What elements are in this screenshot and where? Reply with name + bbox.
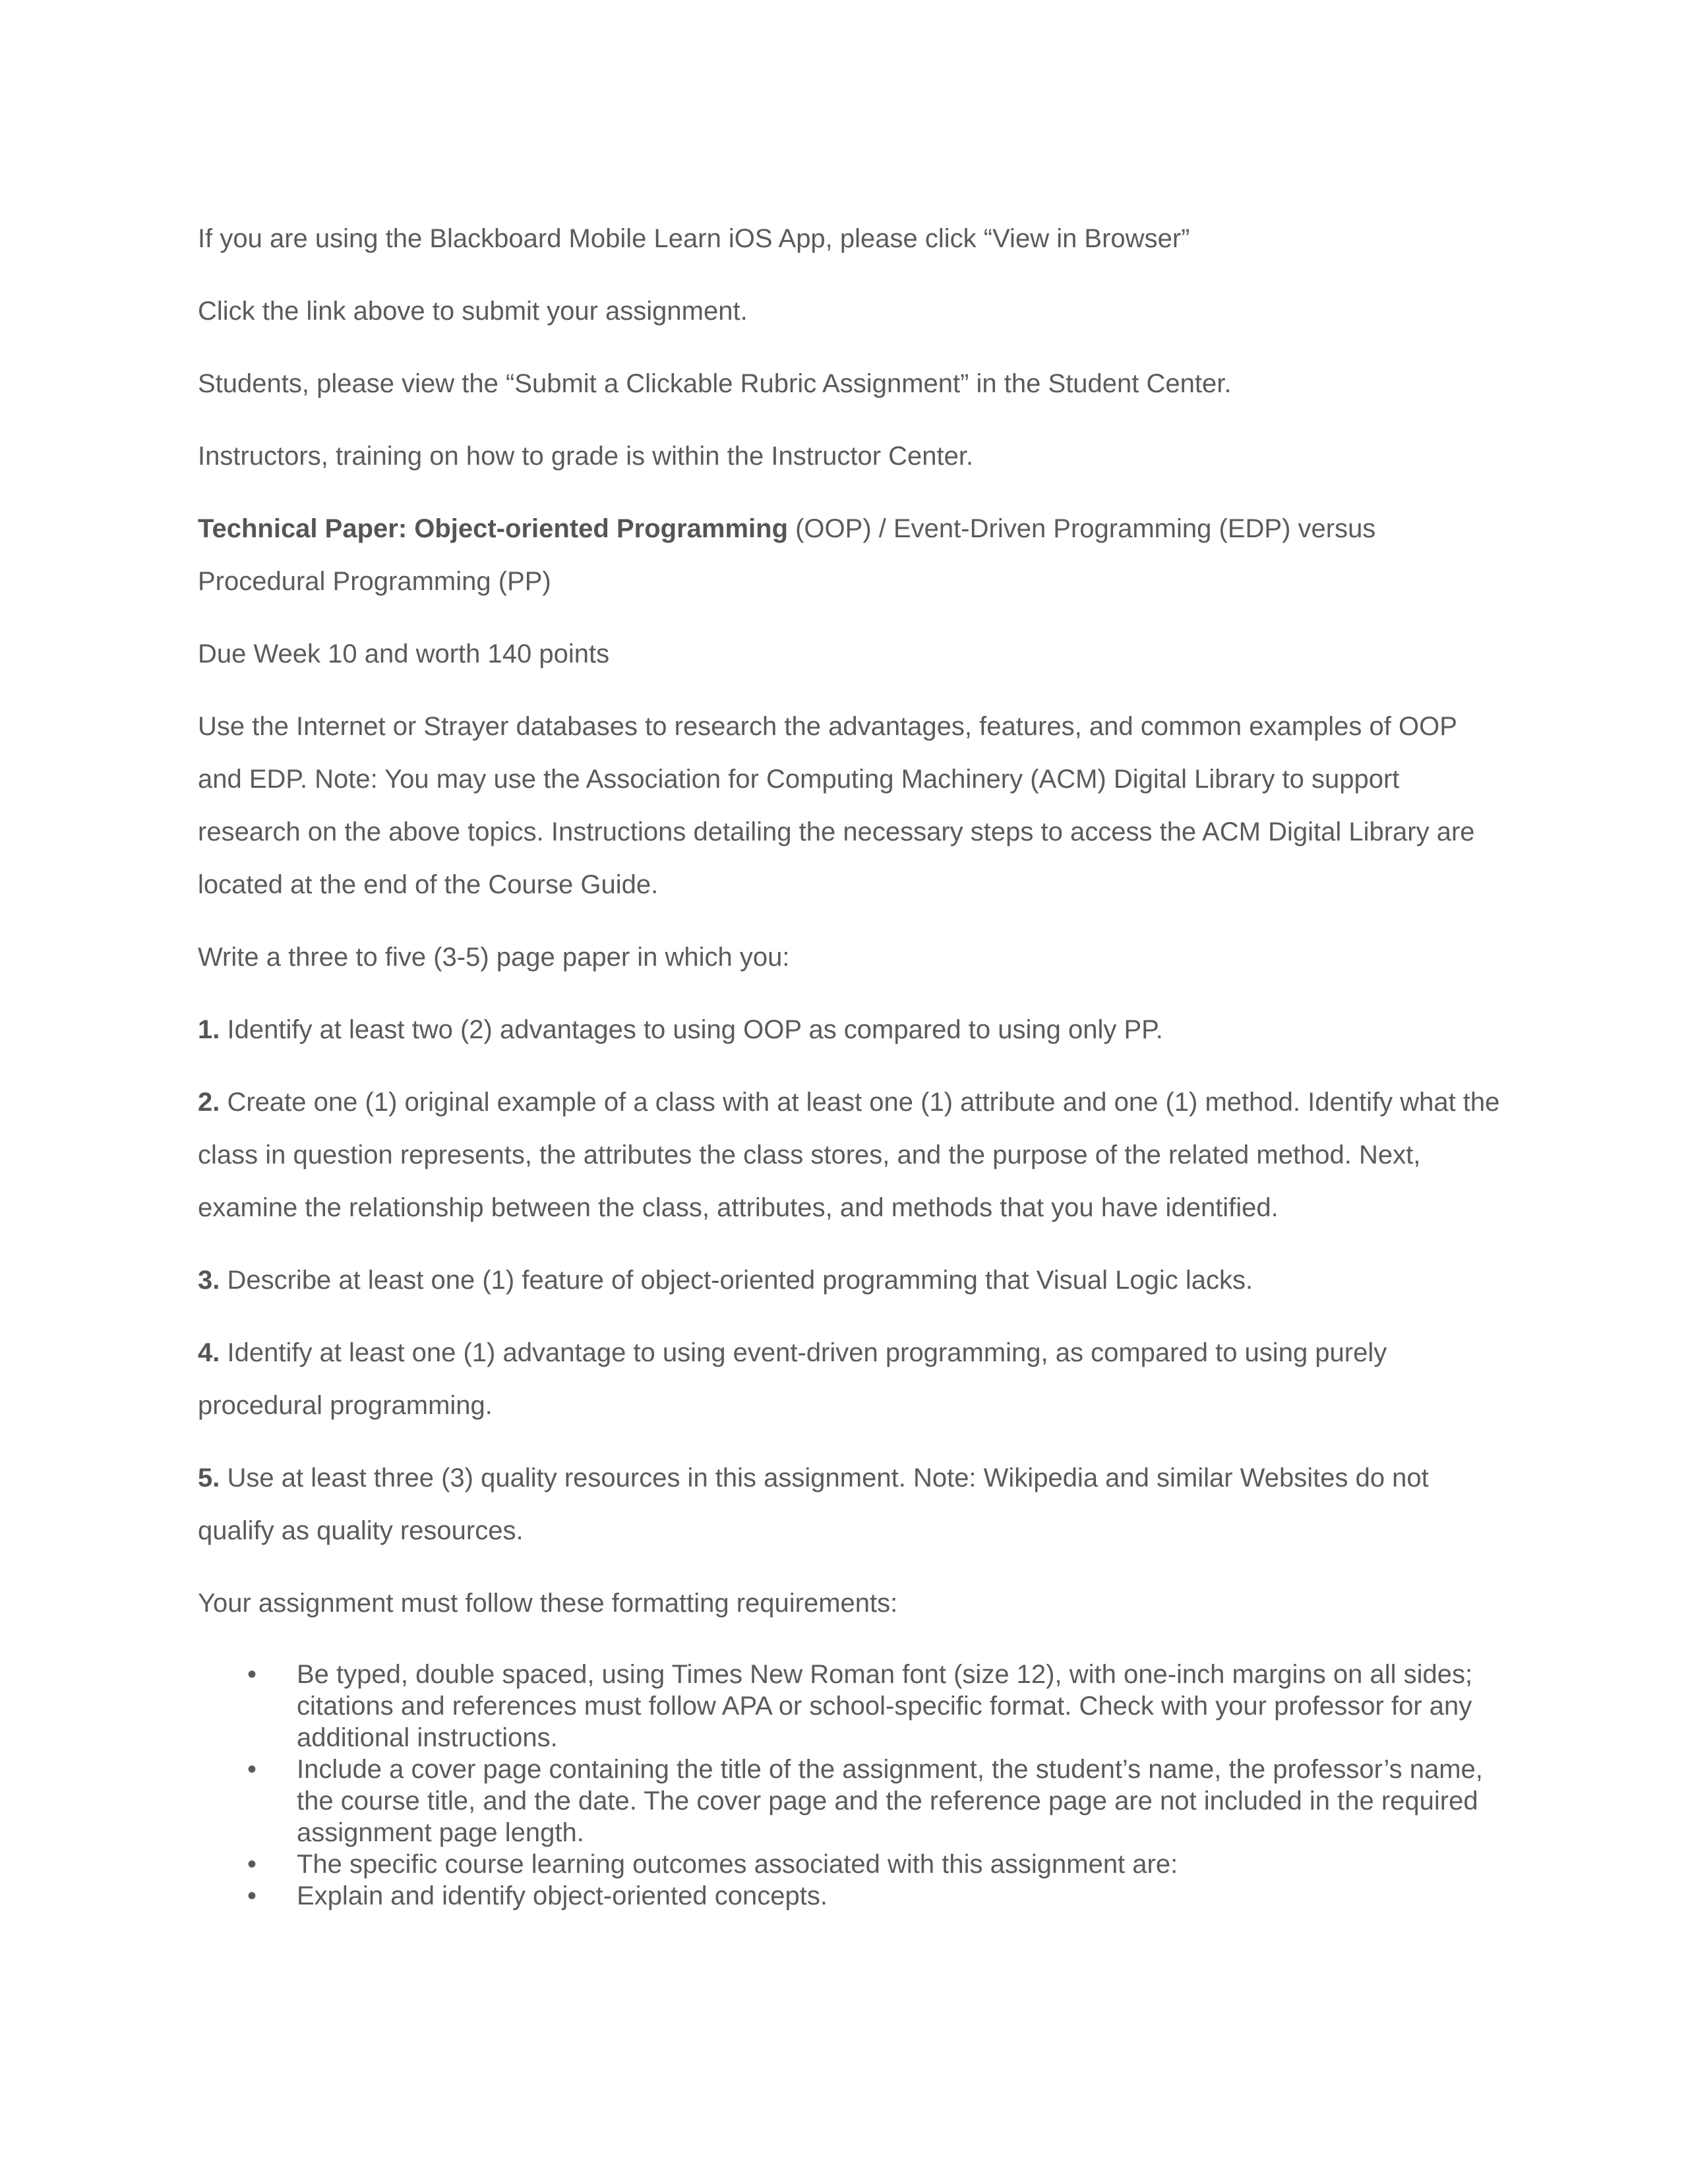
assignment-title-bold: Technical Paper: Object-oriented Programming xyxy=(198,514,788,543)
list-item-text: Include a cover page containing the title of the assignment, the student’s name, the professor’s name, the course title, and the date. The cover page and the reference page are not included in the required assignment page length. xyxy=(297,1755,1483,1847)
task-item xyxy=(198,1076,1503,1234)
list-item-text: The specific course learning outcomes associated with this assignment are: xyxy=(297,1850,1178,1879)
task-item xyxy=(198,1326,1503,1432)
document-page xyxy=(198,212,1503,1912)
list-item-text: Be typed, double spaced, using Times New Roman font (size 12), with one-inch margins on all sides; citations and references must follow APA or school-specific format. Check with your professor for any additional instructions. xyxy=(297,1660,1473,1752)
bullet-icon: • xyxy=(247,1755,256,1784)
assignment-title xyxy=(198,502,1503,608)
task-item xyxy=(198,1003,1503,1056)
task-number: 3. xyxy=(198,1266,220,1295)
task-text: Describe at least one (1) feature of object-oriented programming that Visual Logic lacks. xyxy=(220,1266,1253,1295)
instructor-center-note: Instructors, training on how to grade is within the Instructor Center. xyxy=(198,442,974,471)
due-info: Due Week 10 and worth 140 points xyxy=(198,639,610,668)
task-text: Identify at least one (1) advantage to using event-driven programming, as compared to using purely procedural programming. xyxy=(198,1338,1387,1420)
bullet-icon: • xyxy=(247,1660,256,1689)
task-item xyxy=(198,1254,1503,1307)
task-number: 1. xyxy=(198,1015,220,1044)
task-text: Identify at least two (2) advantages to using OOP as compared to using only PP. xyxy=(220,1015,1163,1044)
bullet-icon: • xyxy=(247,1850,256,1879)
formatting-requirements-list xyxy=(198,1659,1503,1912)
submit-link-note: Click the link above to submit your assignment. xyxy=(198,297,748,326)
list-item-text: Explain and identify object-oriented concepts. xyxy=(297,1881,828,1910)
task-text: Create one (1) original example of a class with at least one (1) attribute and one (1) method. Identify what the class in question represents, the attributes the class stores, and the purpose of the related method. Next, examine the relationship between the class, attributes, and methods that you have identified. xyxy=(198,1088,1500,1222)
bullet-icon: • xyxy=(247,1881,256,1910)
task-item xyxy=(198,1452,1503,1557)
write-prompt: Write a three to five (3-5) page paper in which you: xyxy=(198,943,790,972)
list-item xyxy=(198,1659,1503,1754)
task-number: 5. xyxy=(198,1463,220,1492)
intro-paragraph: Use the Internet or Strayer databases to research the advantages, features, and common examples of OOP and EDP. Note: You may use the Association for Computing Machinery (ACM) Digital Library to support research on the above topics. Instructions detailing the necessary steps to access the ACM Digital Library are located at the end of the Course Guide. xyxy=(198,712,1475,899)
student-center-note: Students, please view the “Submit a Clickable Rubric Assignment” in the Student Center. xyxy=(198,369,1232,398)
mobile-app-note: If you are using the Blackboard Mobile Learn iOS App, please click “View in Browser” xyxy=(198,224,1190,253)
assignment-title-rest: (OOP) / Event-Driven Programming (EDP) versus Procedural Programming (PP) xyxy=(198,514,1376,596)
formatting-intro: Your assignment must follow these formatting requirements: xyxy=(198,1589,898,1618)
task-text: Use at least three (3) quality resources in this assignment. Note: Wikipedia and similar Websites do not qualify as quality resources. xyxy=(198,1463,1429,1545)
list-item xyxy=(198,1880,1503,1912)
list-item xyxy=(198,1754,1503,1848)
list-item xyxy=(198,1848,1503,1880)
task-number: 4. xyxy=(198,1338,220,1367)
task-number: 2. xyxy=(198,1088,220,1117)
